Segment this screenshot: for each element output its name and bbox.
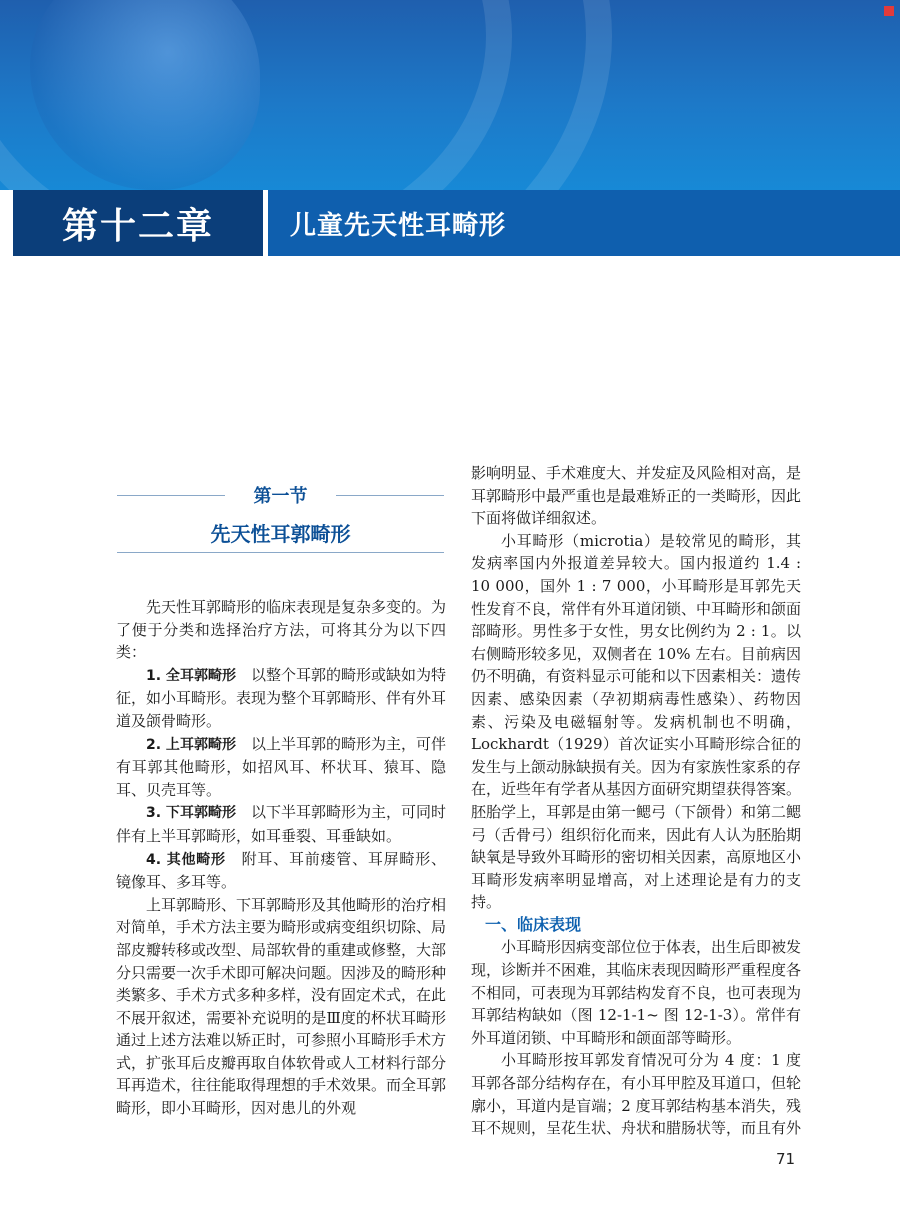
item-term: 4. 其他畸形 <box>146 851 226 868</box>
chapter-number: 第十二章 <box>13 190 263 256</box>
continuation-paragraph: 影响明显、手术难度大、并发症及风险相对高，是耳郭畸形中最严重也是最难矫正的一类畸形，因此下面将做详细叙述。 <box>471 464 802 528</box>
section-label: 第一节 <box>253 486 308 507</box>
header-banner <box>0 0 900 190</box>
body-paragraph: 小耳畸形因病变部位位于体表，出生后即被发现，诊断并不困难，其临床表现因畸形严重程度各不相同，可表现为耳郭结构发育不良，也可表现为耳郭结构缺如（图 12-1-1~ 图 12-1-3）。常伴有外耳道闭锁、中耳畸形和颌面部等畸形。 <box>471 938 802 1047</box>
body-paragraph: 小耳畸形（microtia）是较常见的畸形，其发病率国内外报道差异较大。国内报道约 1.4 : 10 000，国外 1 : 7 000，小耳畸形是耳郭先天性发育不良，常伴有外耳道闭锁、中耳畸形和颌面部畸形。男性多于女性，男女比例约为 2 : 1。以右侧畸形较多见，双侧者在 10% 左右。目前病因仍不明确，有资料显示可能和以下因素相关：遗传因素、感染因素（孕初期病毒性感染）、药物因素、污染及电磁辐射等。发病机制也不明确，Lockhardt（1929）首次证实小耳畸形综合征的发生与上颌动脉缺损有关。因为有家族性家系的存在，近些年有学者从基因方面研究期望获得答案。胚胎学上，耳郭是由第一鳃弓（下颌骨）和第二鳃弓（舌骨弓）组织衍化而来，因此有人认为胚胎期缺氧是导致外耳畸形的密切相关因素，高原地区小耳畸形发病率明显增高，对上述理论是有力的支持。 <box>471 531 802 912</box>
corner-mark <box>884 6 894 16</box>
list-item <box>116 801 446 847</box>
item-text: 以整个耳郭的畸形或缺如为特征，如小耳畸形。表现为整个耳郭畸形、伴有外耳道及颌骨畸形。 <box>116 665 447 730</box>
item-text: 以上半耳郭的畸形为主，可伴有耳郭其他畸形，如招风耳、杯状耳、猿耳、隐耳、贝壳耳等。 <box>116 734 446 799</box>
section-underline <box>117 552 444 553</box>
section-title: 先天性耳郭畸形 <box>210 522 351 546</box>
item-term: 2. 上耳郭畸形 <box>146 736 236 753</box>
intro-paragraph: 先天性耳郭畸形的临床表现是复杂多变的。为了便于分类和选择治疗方法，可将其分为以下四类： <box>116 598 447 662</box>
item-text: 附耳、耳前瘘管、耳屏畸形、镜像耳、多耳等。 <box>116 849 446 892</box>
chapter-bar <box>13 190 900 256</box>
section-heading <box>117 478 444 558</box>
subsection-heading: 一、临床表现 <box>485 914 582 934</box>
section-label-row <box>117 482 444 508</box>
list-item <box>116 733 446 802</box>
item-term: 3. 下耳郭畸形 <box>146 805 236 822</box>
body-paragraph: 上耳郭畸形、下耳郭畸形及其他畸形的治疗相对简单，手术方法主要为畸形或病变组织切除、局部皮瓣转移或改型、局部软骨的重建或修整，大部分只需要一次手术即可解决问题。因涉及的畸形种类繁多、手术方式多种多样，没有固定术式，在此不展开叙述，需要补充说明的是Ⅲ度的杯状耳畸形通过上述方法难以矫正时，可参照小耳畸形手术方式，扩张耳后皮瓣再取自体软骨或人工材料行部分耳再造术，往往能取得理想的手术效果。而全耳郭畸形，即小耳畸形，因对患儿的外观 <box>116 895 447 1118</box>
decorative-ring <box>0 0 612 190</box>
left-column <box>116 596 446 1120</box>
list-item <box>116 848 446 894</box>
list-item <box>116 664 446 733</box>
page-number: 71 <box>776 1150 796 1168</box>
body-paragraph: 小耳畸形按耳郭发育情况可分为 4 度：1 度耳郭各部分结构存在，有小耳甲腔及耳道口，但轮廓小，耳道内是盲端；2 度耳郭结构基本消失，残耳不规则，呈花生状、舟状和腊肠状等，而且有外 <box>471 1051 802 1138</box>
item-text: 以下半耳郭畸形为主，可同时伴有上半耳郭畸形，如耳垂裂、耳垂缺如。 <box>116 803 446 845</box>
item-term: 1. 全耳郭畸形 <box>146 667 236 684</box>
right-column <box>471 462 801 1140</box>
chapter-title: 儿童先天性耳畸形 <box>290 210 507 241</box>
